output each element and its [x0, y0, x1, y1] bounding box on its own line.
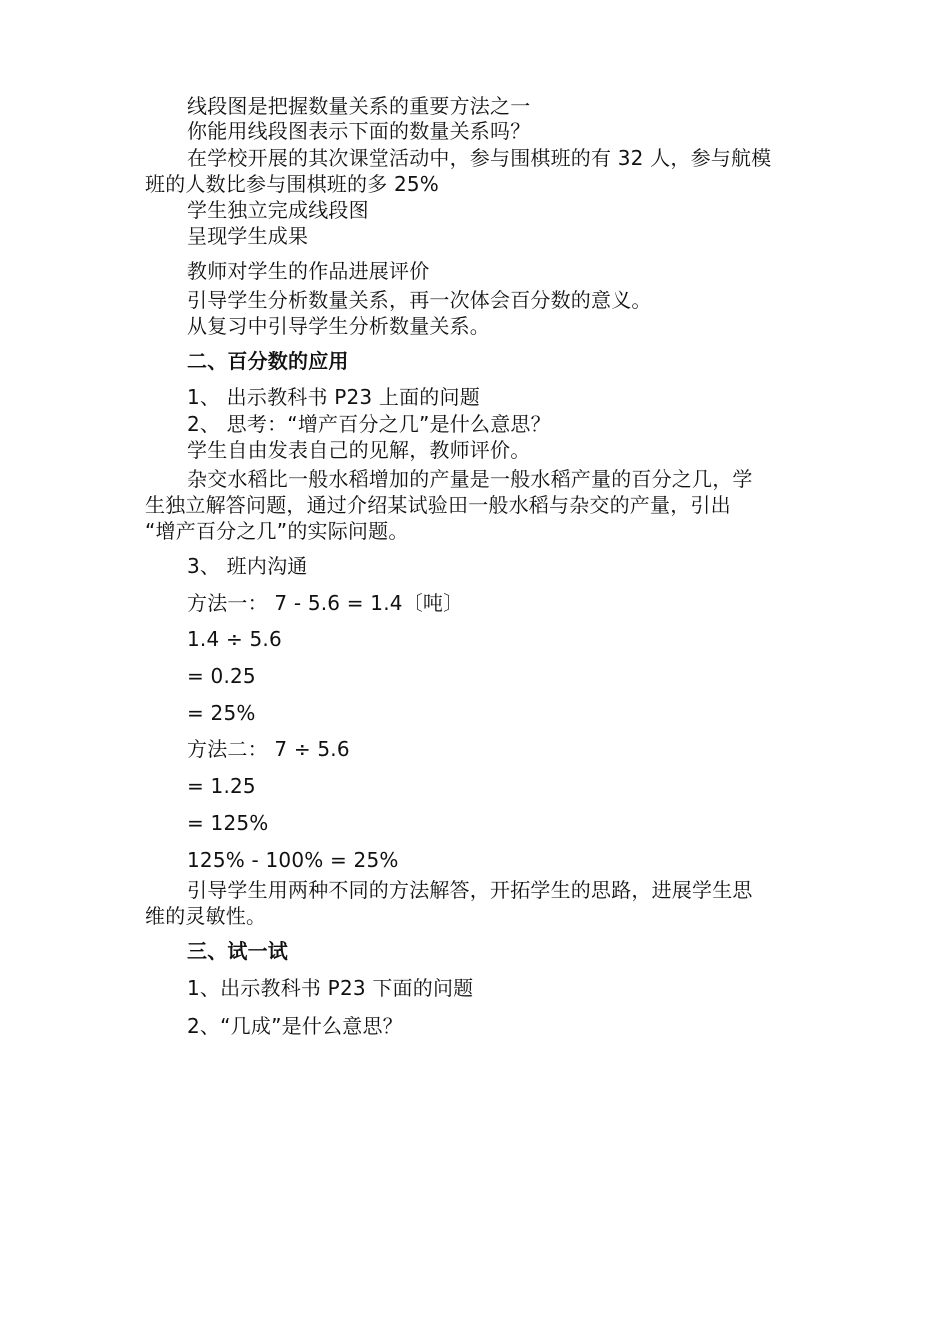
text-line: 1、出示教科书 P23 下面的问题	[187, 976, 474, 1000]
text-line: 3、 班内沟通	[187, 554, 308, 578]
section-heading: 二、百分数的应用	[187, 349, 349, 373]
formula-line: 125% - 100% = 25%	[187, 848, 399, 872]
text-line: 2、 思考：“增产百分之几”是什么意思？	[187, 412, 551, 436]
text-line: 在学校开展的其次课堂活动中，参与围棋班的有 32 人，参与航模	[187, 146, 772, 170]
text-line: 学生独立完成线段图	[187, 198, 369, 222]
text-line: 学生自由发表自己的见解，教师评价。	[187, 438, 531, 462]
formula-line: = 125%	[187, 811, 269, 835]
formula-line: 方法一： 7 - 5.6 = 1.4〔吨〕	[187, 591, 464, 615]
text-line: 班的人数比参与围棋班的多 25%	[145, 172, 440, 196]
formula-line: = 0.25	[187, 664, 256, 688]
text-line: 呈现学生成果	[187, 224, 309, 248]
text-line: 2、“几成”是什么意思？	[187, 1014, 403, 1038]
formula-line: = 1.25	[187, 774, 256, 798]
formula-line: 方法二： 7 ÷ 5.6	[187, 737, 350, 761]
section-heading: 三、试一试	[187, 939, 288, 963]
text-line: 1、 出示教科书 P23 上面的问题	[187, 385, 480, 409]
text-line: 杂交水稻比一般水稻增加的产量是一般水稻产量的百分之几，学	[187, 467, 753, 491]
text-line: 从复习中引导学生分析数量关系。	[187, 314, 490, 338]
text-line: 你能用线段图表示下面的数量关系吗？	[187, 119, 531, 143]
text-line: 维的灵敏性。	[145, 904, 267, 928]
text-line: 教师对学生的作品进展评价	[187, 259, 430, 283]
formula-line: = 25%	[187, 701, 256, 725]
formula-line: 1.4 ÷ 5.6	[187, 627, 282, 651]
text-line: “增产百分之几”的实际问题。	[145, 519, 409, 543]
text-line: 生独立解答问题，通过介绍某试验田一般水稻与杂交的产量，引出	[145, 493, 731, 517]
text-line: 线段图是把握数量关系的重要方法之一	[187, 94, 531, 118]
text-line: 引导学生用两种不同的方法解答，开拓学生的思路，进展学生思	[187, 878, 753, 902]
text-line: 引导学生分析数量关系，再一次体会百分数的意义。	[187, 288, 652, 312]
